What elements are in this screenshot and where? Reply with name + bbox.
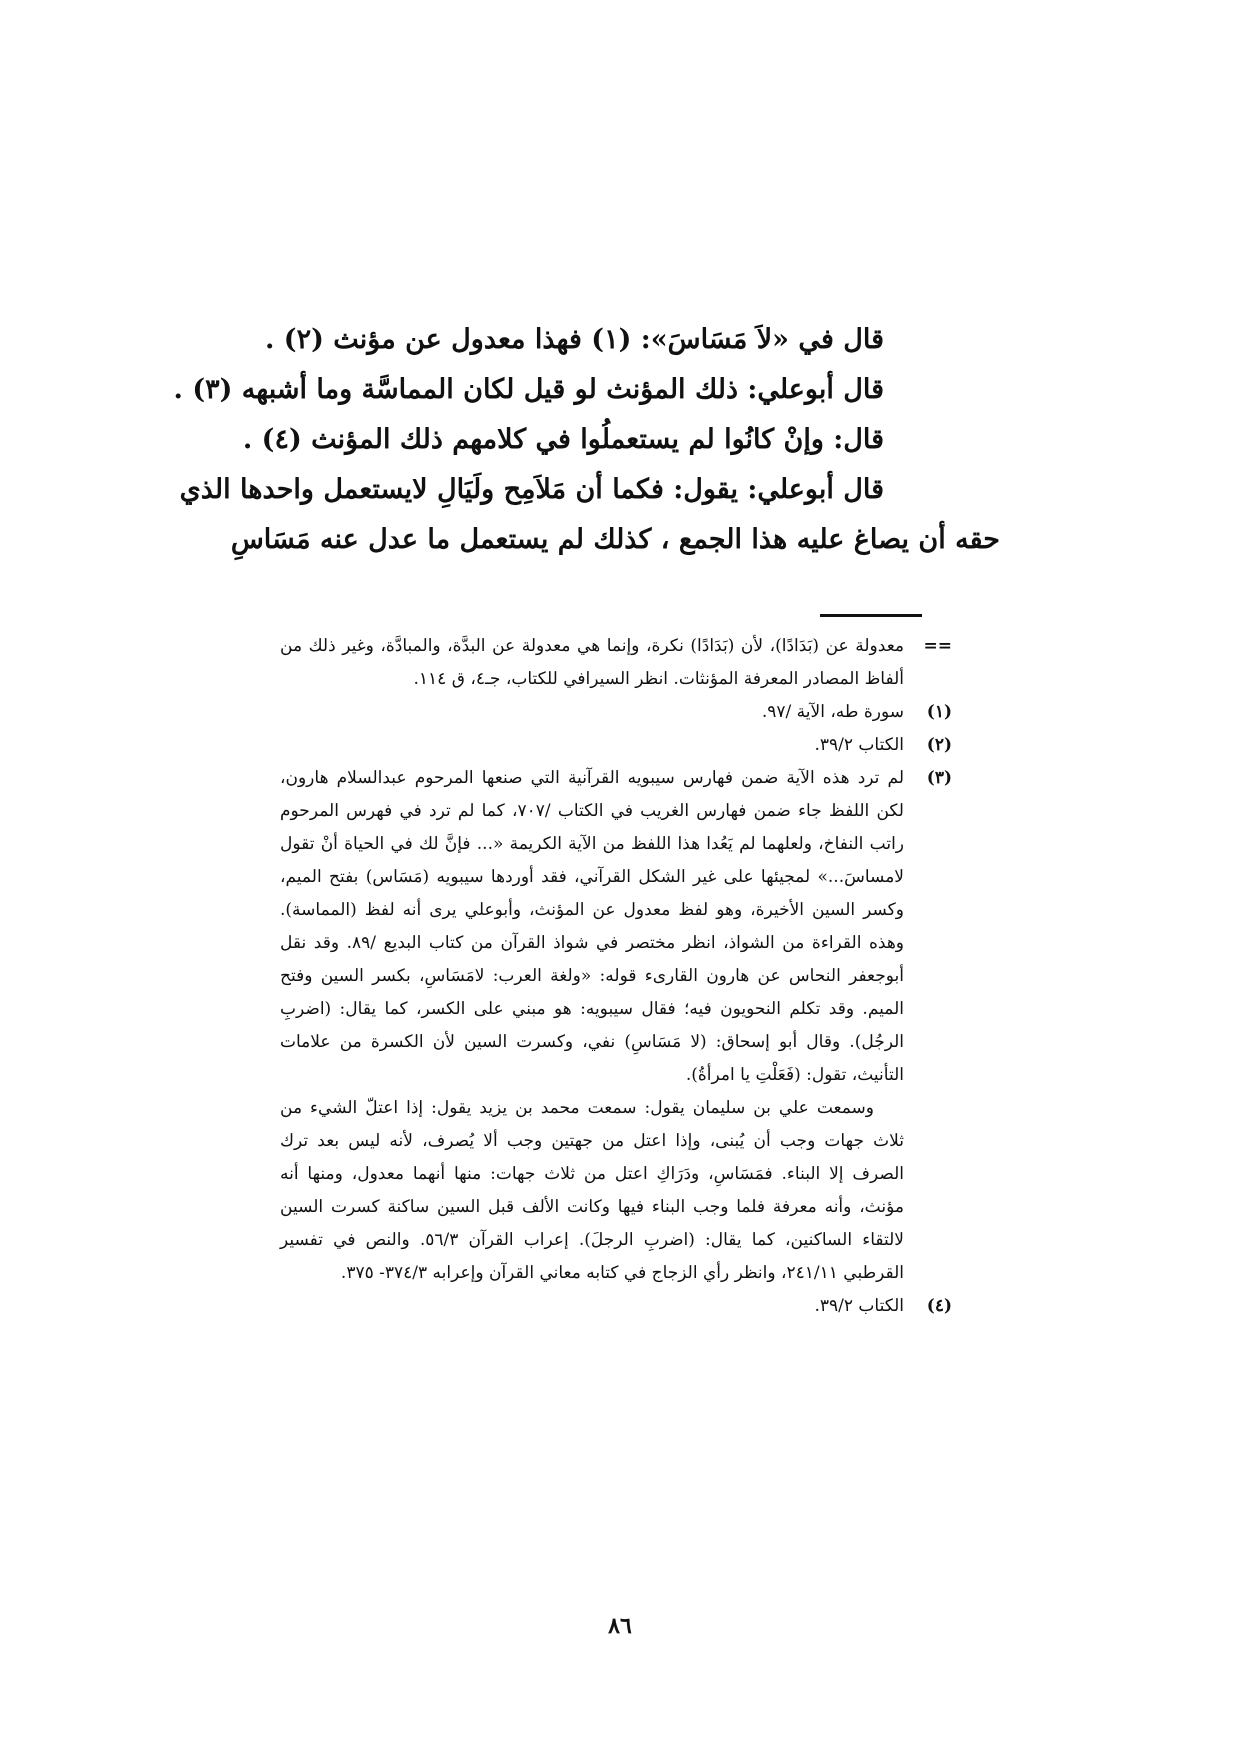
main-text-line: قال أبوعلي: ذلك المؤنث لو قيل لكان المماسَّة وما أشبهه (٣) . xyxy=(173,374,884,405)
footnote-mark: (١) xyxy=(926,702,952,722)
main-text-block xyxy=(173,315,1000,565)
footnote-3-paragraph: وسمعت علي بن سليمان يقول: سمعت محمد بن يزيد يقول: إذا اعتلّ الشيء من ثلاث جهات وجب أن يُبنى، وإذا اعتل من جهتين وجب ألا يُصرف، لأنه ليس بعد ترك الصرف إلا البناء. فمَسَاسِ، ودَرَاكِ اعتل من ثلاث جهات: منها أنهما معدول، ومنها أنه مؤنث، وأنه معرفة فلما وجب البناء فيها وكانت الألف قبل السين ساكنة كسرت السين لالتقاء الساكنين، كما يقال: (اضربِ الرجلَ). إعراب القرآن ٥٦/٣. والنص في تفسير القرطبي ٢٤١/١١، وانظر رأي الزجاج في كتابه معاني القرآن وإعرابه ٣٧٤/٣- ٣٧٥. xyxy=(280,1098,904,1283)
footnotes-block xyxy=(280,630,952,1323)
main-text-line: حقه أن يصاغ عليه هذا الجمع ، كذلك لم يستعمل ما عدل عنه مَسَاسِ xyxy=(230,524,1000,555)
footnote-text: لم ترد هذه الآية ضمن فهارس سيبويه القرآنية التي صنعها المرحوم عبدالسلام هارون، لكن اللفظ جاء ضمن فهارس الغريب في الكتاب /٧٠٧، كما لم ترد في فهرس المرحوم راتب النفاخ، ولعلهما لم يَعُدا هذا اللفظ من الآية الكريمة «... فإنَّ لك في الحياة أنْ تقول لامساسَ...» لمجيئها على غير الشكل القرآني، فقد أوردها سيبويه (مَسَاس) بفتح الميم، وكسر السين الأخيرة، وهو لفظ معدول عن المؤنث، وأبوعلي يرى أنه لفظ (المماسة). وهذه القراءة من الشواذ، انظر مختصر في شواذ القرآن من كتاب البديع /٨٩. وقد نقل أبوجعفر النحاس عن هارون القارىء قوله: «ولغة العرب: لامَسَاسِ، بكسر السين وفتح الميم. وقد تكلم النحويون فيه؛ فقال سيبويه: هو مبني على الكسر، كما يقال: (اضربِ الرجُل). وقال أبو إسحاق: (لا مَسَاسِ) نفي، وكسرت السين لأن الكسرة من علامات التأنيث، تقول: (فَعَلْتِ يا امرأةُ). xyxy=(280,768,904,1085)
footnote-mark: == xyxy=(923,636,952,656)
page-number: ٨٦ xyxy=(608,1613,632,1639)
main-text-line: قال أبوعلي: يقول: فكما أن مَلاَمِح ولَيَالِ لايستعمل واحدها الذي xyxy=(179,474,884,505)
main-text-line: قال في «لاَ مَسَاسَ»: (١) فهذا معدول عن مؤنث (٢) . xyxy=(265,324,884,355)
footnote-3 xyxy=(280,762,952,1092)
footnote-mark: (٢) xyxy=(926,735,952,755)
main-text-line: قال: وإنْ كانُوا لم يستعملُوا في كلامهم ذلك المؤنث (٤) . xyxy=(242,424,884,455)
footnote-1 xyxy=(280,696,952,729)
footnote-mark: (٤) xyxy=(926,1296,952,1316)
footnote-4 xyxy=(280,1290,952,1323)
footnote-text: الكتاب ٣٩/٢. xyxy=(814,735,904,755)
footnote-mark: (٣) xyxy=(926,768,952,788)
footnote-continuation xyxy=(280,630,952,696)
footnote-text: سورة طه، الآية /٩٧. xyxy=(761,702,904,722)
footnote-text: معدولة عن (بَدَادًا)، لأن (بَدَادًا) نكرة، وإنما هي معدولة عن البدَّة، والمبادَّة، وغير ذلك من ألفاظ المصادر المعرفة المؤنثات. انظر السيرافي للكتاب، جـ٤، ق ١١٤. xyxy=(280,636,904,689)
footnote-text: الكتاب ٣٩/٢. xyxy=(814,1296,904,1316)
footnote-separator xyxy=(820,614,922,617)
footnote-2 xyxy=(280,729,952,762)
